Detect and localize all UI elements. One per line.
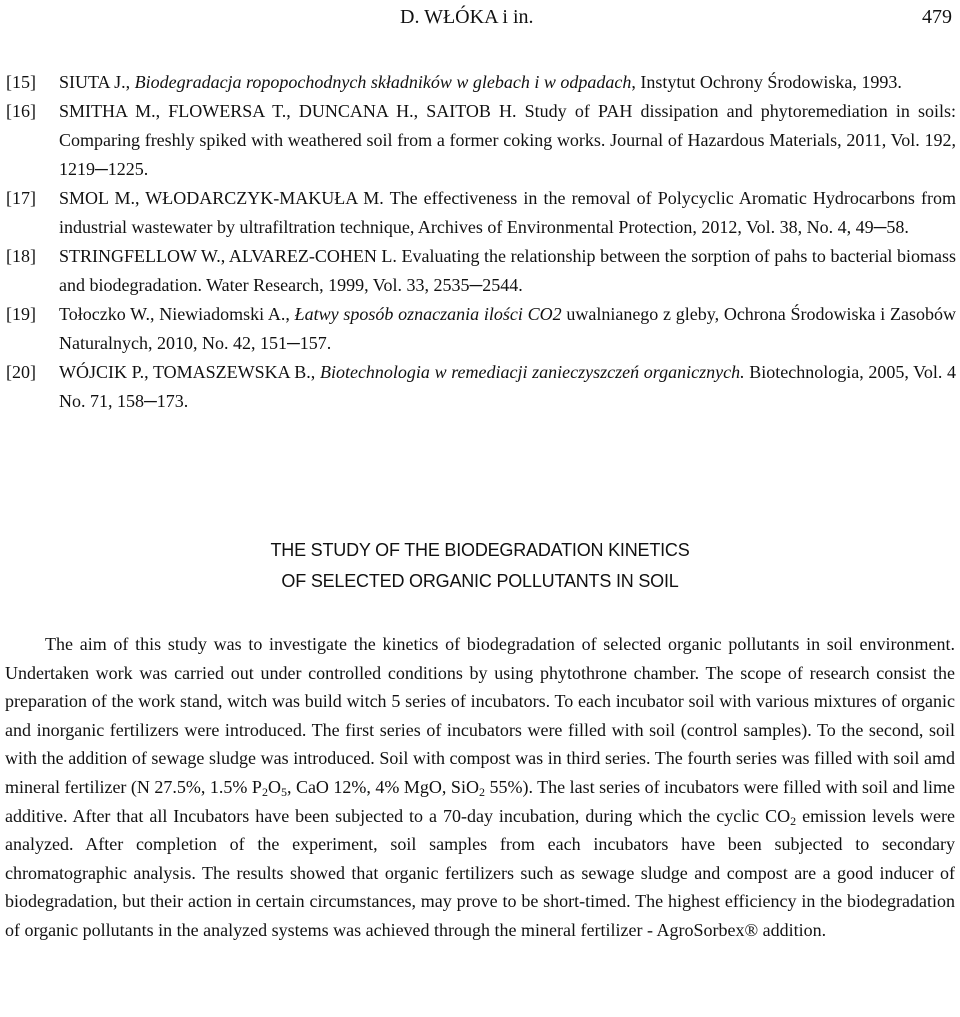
- subscript-sio2: 2: [478, 784, 485, 799]
- reference-authors: STRINGFELLOW W., ALVAREZ-COHEN L.: [59, 246, 397, 266]
- abstract-text-o: O: [267, 776, 281, 797]
- reference-number: [17]: [6, 188, 36, 208]
- reference-separator: ,: [310, 362, 320, 382]
- reference-authors: SIUTA J.: [59, 72, 126, 92]
- reference-source: Biotechnologia, 2005, Vol. 4 No. 71, 158─173.: [59, 362, 956, 411]
- abstract-text-3: 55%). The last series of incubators were filled with soil and lime additive. After that all Incubators have been subjected to a 70-day incubation, during which the cyclic CO: [5, 776, 956, 826]
- reference-item: [6, 300, 956, 358]
- reference-item: [6, 242, 956, 300]
- reference-item: [6, 68, 956, 97]
- reference-authors: WÓJCIK P., TOMASZEWSKA B.: [59, 362, 311, 382]
- reference-item: [6, 184, 956, 242]
- reference-source: Evaluating the relationship between the sorption of pahs to bacterial biomass and biodegradation. Water Research, 1999, Vol. 33, 2535─2544.: [59, 246, 957, 295]
- reference-number: [15]: [6, 72, 36, 92]
- reference-separator: ,: [285, 304, 295, 324]
- reference-number: [20]: [6, 362, 36, 382]
- reference-separator: ,: [125, 72, 135, 92]
- running-title: D. WŁÓKA i in.: [400, 6, 534, 28]
- subscript-p2: 2: [261, 784, 268, 799]
- reference-list: [6, 68, 956, 416]
- abstract-text-4: emission levels were analyzed. After completion of the experiment, soil samples from each incubators have been subjected to secondary chromatographic analysis. The results showed that organic fertilizers such as sewage sludge and compost are a good inducer of biodegradation, but their action in certain circumstances, may prove to be short-timed. The highest efficiency in the biodegradation of organic pollutants in the analyzed systems was achieved through the mineral fertilizer - AgroSorbex® addition.: [5, 805, 955, 940]
- abstract-text-2: , CaO 12%, 4% MgO, SiO: [286, 776, 479, 797]
- reference-number: [18]: [6, 246, 36, 266]
- reference-number: [16]: [6, 101, 36, 121]
- paper-title: [0, 535, 960, 597]
- reference-source: , Instytut Ochrony Środowiska, 1993.: [631, 72, 902, 92]
- reference-title: Łatwy sposób oznaczania ilości CO2: [294, 304, 562, 324]
- reference-source: The effectiveness in the removal of Polycyclic Aromatic Hydrocarbons from industrial wastewater by ultrafiltration technique, Archives of Environmental Protection, 2012, Vol. 38, No. 4, 49─58.: [59, 188, 956, 237]
- reference-title: Biodegradacja ropopochodnych składników w glebach i w odpadach: [134, 72, 632, 92]
- subscript-co2: 2: [790, 813, 797, 828]
- reference-title: Biotechnologia w remediacji zanieczyszczeń organicznych.: [319, 362, 745, 382]
- reference-authors: Tołoczko W., Niewiadomski A.: [59, 304, 286, 324]
- reference-item: [6, 97, 956, 184]
- abstract-paragraph: [5, 630, 955, 945]
- reference-source: Study of PAH dissipation and phytoremediation in soils: Comparing freshly spiked with weathered soil from a former coking works. Journal of Hazardous Materials, 2011, Vol. 192, 1219─1225.: [59, 101, 956, 179]
- page-number: 479: [922, 6, 952, 28]
- title-line-1: THE STUDY OF THE BIODEGRADATION KINETICS: [270, 540, 690, 560]
- title-line-2: OF SELECTED ORGANIC POLLUTANTS IN SOIL: [281, 571, 679, 591]
- abstract-text-1: The aim of this study was to investigate the kinetics of biodegradation of selected organic pollutants in soil environment. Undertaken work was carried out under controlled conditions by using phytothrone chamber. The scope of research consist the preparation of the work stand, witch was build witch 5 series of incubators. To each incubator soil with various mixtures of organic and inorganic fertilizers were introduced. The first series of incubators were filled with soil (control samples). To the second, soil with the addition of sewage sludge was introduced. Soil with compost was in third series. The fourth series was filled with soil amd mineral fertilizer (N 27.5%, 1.5% P: [5, 634, 955, 797]
- page-header: [0, 6, 960, 32]
- reference-item: [6, 358, 956, 416]
- reference-authors: SMOL M., WŁODARCZYK-MAKUŁA M.: [59, 188, 384, 208]
- reference-number: [19]: [6, 304, 36, 324]
- subscript-o5: 5: [280, 784, 287, 799]
- reference-separator: [517, 101, 525, 121]
- reference-source: uwalnianego z gleby, Ochrona Środowiska i Zasobów Naturalnych, 2010, No. 42, 151─157.: [59, 304, 956, 353]
- reference-authors: SMITHA M., FLOWERSA T., DUNCANA H., SAITOB H.: [59, 101, 517, 121]
